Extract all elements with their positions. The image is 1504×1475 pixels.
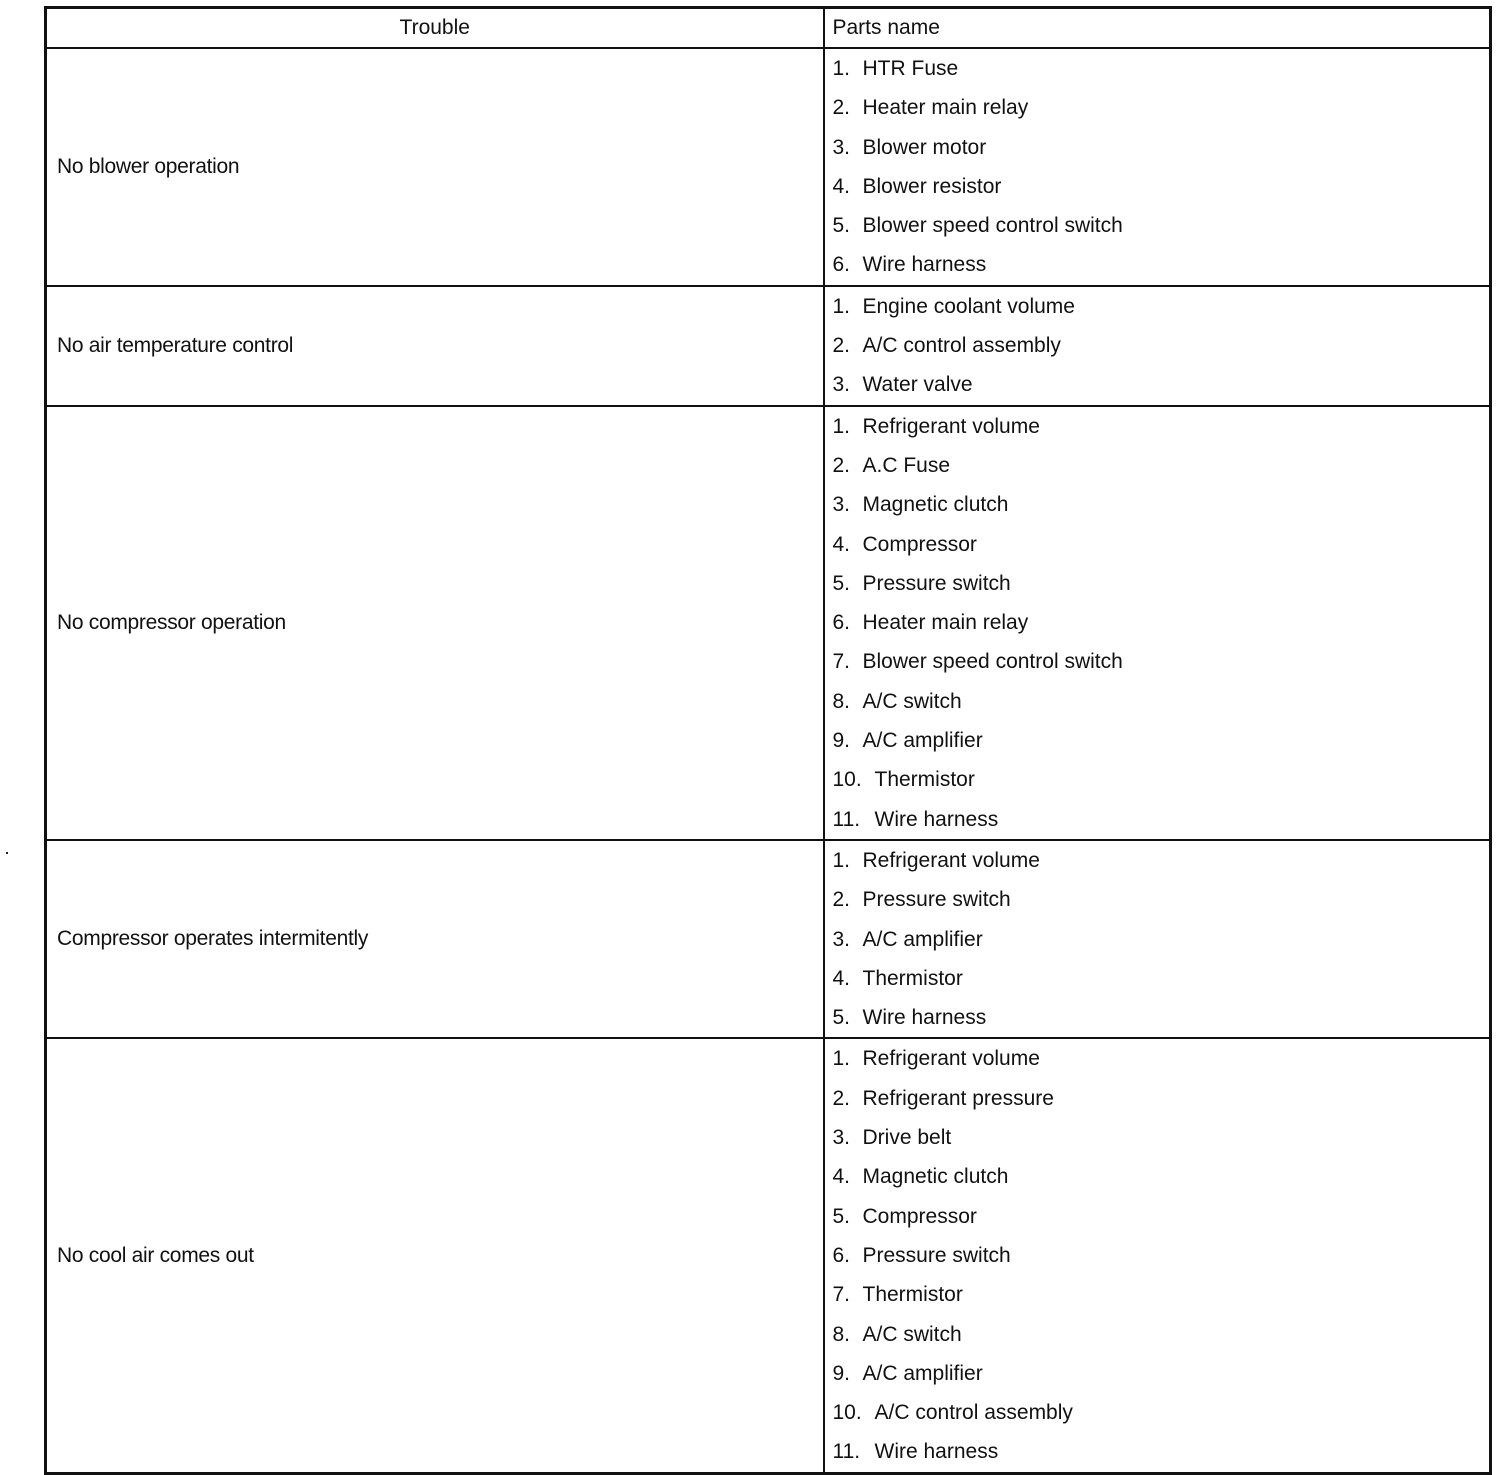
parts-list <box>833 1039 1490 1471</box>
part-name: Blower speed control switch <box>862 214 1123 238</box>
list-item <box>833 800 1490 839</box>
part-number: 1. <box>832 294 851 318</box>
part-number: 1. <box>832 414 851 438</box>
part-name: Refrigerant pressure <box>862 1086 1054 1110</box>
part-number: 2. <box>832 96 851 120</box>
list-item <box>833 1315 1490 1354</box>
table-row <box>46 1038 1491 1473</box>
part-number: 3. <box>832 135 851 159</box>
parts-cell <box>824 406 1491 840</box>
list-item <box>833 287 1490 326</box>
list-item <box>833 365 1490 404</box>
part-name: Magnetic clutch <box>862 1165 1009 1189</box>
part-name: Wire harness <box>874 1440 999 1464</box>
part-name: Compressor <box>862 532 977 556</box>
list-item <box>833 407 1490 446</box>
table-body <box>46 48 1491 1473</box>
part-name: Pressure switch <box>862 1243 1011 1267</box>
list-item <box>833 998 1490 1037</box>
parts-list <box>833 841 1490 1037</box>
part-name: Thermistor <box>862 1283 963 1307</box>
list-item <box>833 49 1490 88</box>
parts-list <box>833 407 1490 839</box>
part-name: Blower speed control switch <box>862 650 1123 674</box>
list-item <box>833 128 1490 167</box>
part-number: 6. <box>832 611 851 635</box>
list-item <box>833 642 1490 681</box>
table-row <box>46 840 1491 1038</box>
part-name: A/C switch <box>862 689 962 713</box>
part-number: 3. <box>832 373 851 397</box>
part-number: 3. <box>832 927 851 951</box>
part-number: 7. <box>832 650 851 674</box>
part-name: Refrigerant volume <box>862 848 1040 872</box>
part-number: 9. <box>832 729 851 753</box>
list-item <box>833 88 1490 127</box>
part-number: 8. <box>832 1322 851 1346</box>
part-name: A/C control assembly <box>874 1401 1073 1425</box>
part-name: Blower resistor <box>862 174 1002 198</box>
part-name: Water valve <box>862 373 973 397</box>
part-number: 5. <box>832 214 851 238</box>
part-number: 4. <box>832 532 851 556</box>
list-item <box>833 920 1490 959</box>
part-name: Magnetic clutch <box>862 493 1009 517</box>
scan-speck <box>6 852 8 854</box>
table-row <box>46 286 1491 406</box>
part-name: Pressure switch <box>862 571 1011 595</box>
part-name: Pressure switch <box>862 888 1011 912</box>
parts-cell <box>824 286 1491 406</box>
part-name: Drive belt <box>862 1126 952 1150</box>
part-name: Wire harness <box>862 253 987 277</box>
parts-list <box>833 287 1490 405</box>
part-number: 9. <box>832 1361 851 1385</box>
part-number: 1. <box>832 57 851 80</box>
part-number: 3. <box>832 1126 851 1150</box>
list-item <box>833 485 1490 524</box>
part-number: 4. <box>832 966 851 990</box>
part-number: 10. <box>832 1401 862 1425</box>
part-name: Thermistor <box>874 768 975 792</box>
list-item <box>833 760 1490 799</box>
part-name: Engine coolant volume <box>862 294 1075 318</box>
list-item <box>833 1354 1490 1393</box>
part-number: 6. <box>832 253 851 277</box>
trouble-cell: Compressor operates intermitently <box>46 840 824 1038</box>
list-item <box>833 245 1490 284</box>
list-item <box>833 1118 1490 1157</box>
part-number: 4. <box>832 1165 851 1189</box>
list-item <box>833 206 1490 245</box>
part-number: 5. <box>832 1204 851 1228</box>
part-number: 11. <box>832 807 861 831</box>
part-number: 1. <box>832 1047 851 1071</box>
part-number: 3. <box>832 493 851 517</box>
trouble-parts-table <box>44 6 1492 1475</box>
trouble-cell: No blower operation <box>46 48 824 286</box>
part-name: Compressor <box>862 1204 977 1228</box>
part-number: 2. <box>832 334 851 358</box>
part-name: A/C amplifier <box>862 729 983 753</box>
part-number: 2. <box>832 1086 851 1110</box>
list-item <box>833 1079 1490 1118</box>
part-name: Refrigerant volume <box>862 414 1040 438</box>
list-item <box>833 959 1490 998</box>
part-name: Blower motor <box>862 135 987 159</box>
part-name: A/C amplifier <box>862 1361 983 1385</box>
part-name: Wire harness <box>862 1006 987 1030</box>
part-number: 2. <box>832 888 851 912</box>
list-item <box>833 525 1490 564</box>
list-item <box>833 1236 1490 1275</box>
table-row <box>46 406 1491 840</box>
header-trouble: Trouble <box>46 8 824 49</box>
list-item <box>833 564 1490 603</box>
parts-cell <box>824 1038 1491 1473</box>
part-number: 8. <box>832 689 851 713</box>
list-item <box>833 721 1490 760</box>
part-number: 10. <box>832 768 862 792</box>
part-name: Heater main relay <box>862 611 1029 635</box>
part-name: Heater main relay <box>862 96 1029 120</box>
header-parts-name: Parts name <box>824 8 1491 49</box>
part-name: Thermistor <box>862 966 963 990</box>
list-item <box>833 1157 1490 1196</box>
part-number: 5. <box>832 571 851 595</box>
part-number: 5. <box>832 1006 851 1030</box>
part-name: A/C control assembly <box>862 334 1061 358</box>
part-name: Refrigerant volume <box>862 1047 1040 1071</box>
part-name: HTR Fuse <box>862 57 959 80</box>
part-number: 6. <box>832 1243 851 1267</box>
list-item <box>833 880 1490 919</box>
part-number: 1. <box>832 848 851 872</box>
list-item <box>833 1432 1490 1471</box>
part-name: A.C Fuse <box>862 453 951 477</box>
header-row <box>46 8 1491 49</box>
part-name: A/C switch <box>862 1322 962 1346</box>
list-item <box>833 682 1490 721</box>
trouble-cell: No compressor operation <box>46 406 824 840</box>
part-number: 2. <box>832 453 851 477</box>
parts-cell <box>824 48 1491 286</box>
list-item <box>833 446 1490 485</box>
list-item <box>833 1275 1490 1314</box>
part-number: 4. <box>832 174 851 198</box>
list-item <box>833 1197 1490 1236</box>
parts-list <box>833 49 1490 285</box>
list-item <box>833 1393 1490 1432</box>
list-item <box>833 603 1490 642</box>
list-item <box>833 326 1490 365</box>
part-name: A/C amplifier <box>862 927 983 951</box>
part-name: Wire harness <box>874 807 999 831</box>
trouble-cell: No cool air comes out <box>46 1038 824 1473</box>
list-item <box>833 167 1490 206</box>
part-number: 11. <box>832 1440 861 1464</box>
trouble-cell: No air temperature control <box>46 286 824 406</box>
part-number: 7. <box>832 1283 851 1307</box>
table-row <box>46 48 1491 286</box>
parts-cell <box>824 840 1491 1038</box>
list-item <box>833 1039 1490 1078</box>
list-item <box>833 841 1490 880</box>
